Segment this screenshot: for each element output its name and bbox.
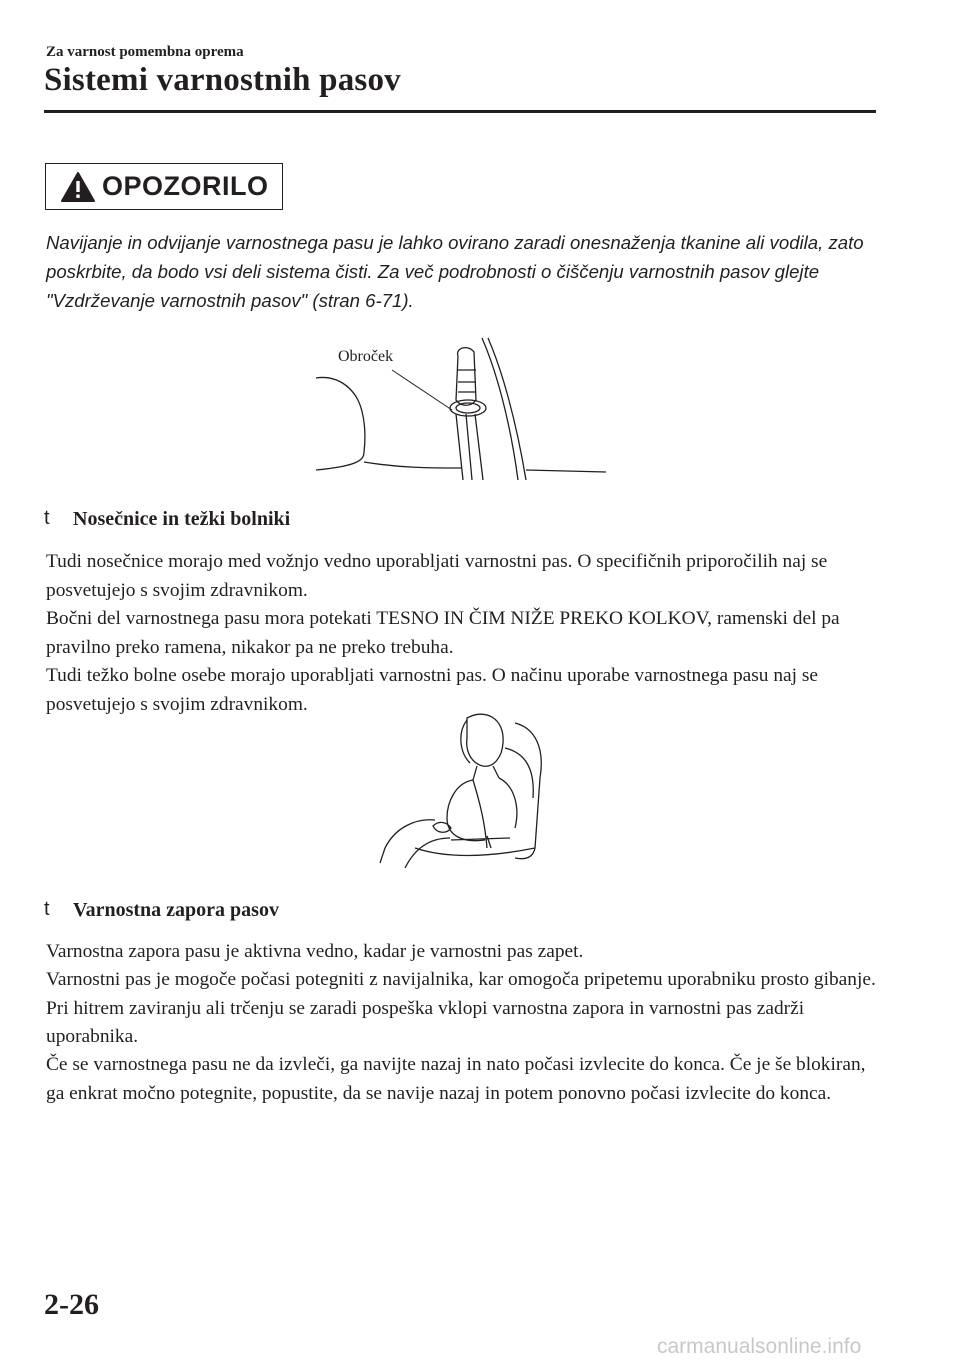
paragraph: Varnostni pas je mogoče počasi potegniti z navijalnika, kar omogoča pripetemu uporabniku prosto gibanje. Pri hitrem zaviranju ali trčenju se zaradi pospeška vklopi varnostna zapora in varnostni pas zadrži uporabnika. bbox=[46, 969, 876, 1047]
paragraph: Tudi težko bolne osebe morajo uporabljati varnostni pas. O načinu uporabe varnostnega pasu naj se posvetujejo s svojim zdravnikom. bbox=[46, 665, 819, 715]
title-rule bbox=[44, 110, 876, 113]
pregnant-woman-seatbelt-illustration bbox=[375, 708, 550, 878]
warning-text: Navijanje in odvijanje varnostnega pasu je lahko ovirano zaradi onesnaženja tkanine ali vodila, zato poskrbite, da bodo vsi deli sistema čisti. Za več podrobnosti o čiščenju varnostnih pasov glejte "Vzdrževanje varnostnih pasov" (stran 6-71). bbox=[46, 232, 864, 311]
section-bullet-icon: t bbox=[44, 507, 50, 529]
paragraph: Če se varnostnega pasu ne da izvleči, ga navijte nazaj in nato počasi izvlecite do konca. Če je še blokiran, ga enkrat močno potegnite, popustite, da se navije nazaj in potem ponovno počasi izvlecite do konca. bbox=[46, 1054, 866, 1104]
section-heading-pregnant: Nosečnice in težki bolniki bbox=[73, 508, 291, 530]
paragraph: Bočni del varnostnega pasu mora potekati TESNO IN ČIM NIŽE PREKO KOLKOV, ramenski del pa pravilno preko ramena, nikakor pa ne preko trebuha. bbox=[46, 608, 840, 658]
paragraph: Varnostna zapora pasu je aktivna vedno, kadar je varnostni pas zapet. bbox=[46, 941, 584, 962]
page-number: 2-26 bbox=[44, 1288, 99, 1321]
warning-title: OPOZORILO bbox=[102, 171, 269, 201]
watermark: carmanualsonline.info bbox=[657, 1335, 862, 1358]
warning-box bbox=[45, 163, 283, 210]
ring-callout-label: Obroček bbox=[338, 348, 394, 365]
paragraph: Tudi nosečnice morajo med vožnjo vedno uporabljati varnostni pas. O specifičnih priporočilih naj se posvetujejo s svojim zdravnikom. bbox=[46, 551, 828, 601]
section-label: Za varnost pomembna oprema bbox=[46, 44, 244, 60]
section-heading-lock: Varnostna zapora pasov bbox=[73, 899, 279, 921]
section-bullet-icon: t bbox=[44, 898, 50, 920]
warning-triangle-icon bbox=[60, 171, 96, 203]
page-title: Sistemi varnostnih pasov bbox=[44, 62, 401, 98]
